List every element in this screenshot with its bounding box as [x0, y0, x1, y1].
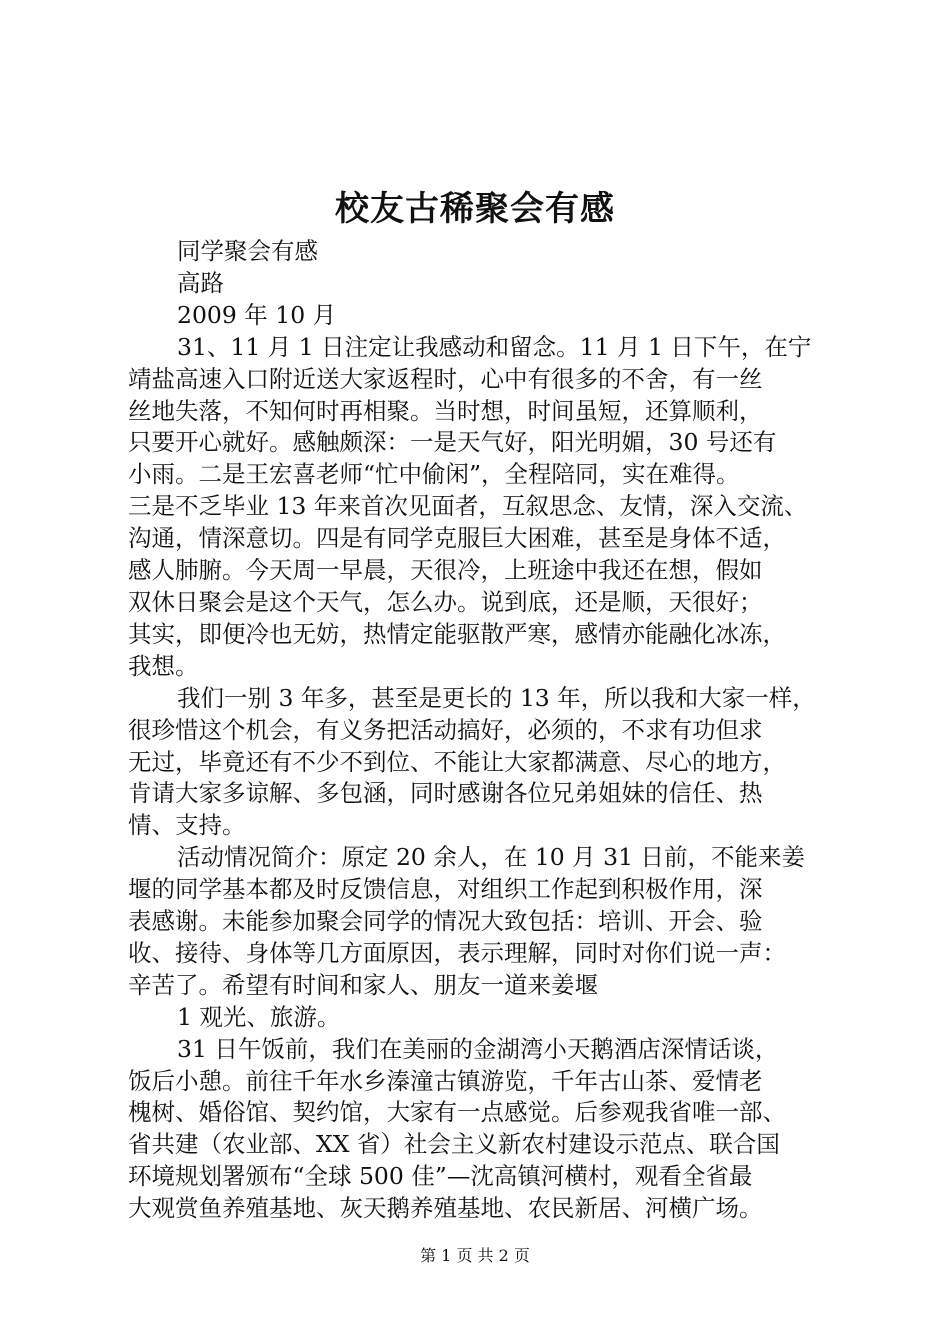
text-line: 情、支持。: [128, 811, 246, 840]
text-line: 堰的同学基本都及时反馈信息，对组织工作起到积极作用，深: [128, 875, 763, 904]
document-title: 校友古稀聚会有感: [335, 189, 615, 229]
text-line: 靖盐高速入口附近送大家返程时，心中有很多的不舍，有一丝: [128, 364, 763, 393]
paragraph-3: [128, 842, 828, 1002]
text-line: 31、11 月 1 日注定让我感动和留念。11 月 1 日下午，在宁: [177, 332, 812, 361]
text-line: 丝地失落，不知何时再相聚。当时想，时间虽短，还算顺利，: [128, 396, 763, 425]
text-line: 很珍惜这个机会，有义务把活动搞好，必须的，不求有功但求: [128, 715, 763, 744]
text-line: 收、接待、身体等几方面原因，表示理解，同时对你们说一声：: [128, 938, 786, 967]
text-line: 辛苦了。希望有时间和家人、朋友一道来姜堰: [128, 970, 598, 999]
paragraph-5: [128, 1034, 828, 1225]
paragraph-1: [128, 332, 828, 683]
paragraph-4: [128, 1002, 828, 1034]
text-line: 表感谢。未能参加聚会同学的情况大致包括：培训、开会、验: [128, 907, 763, 936]
text-line: 其实，即便冷也无妨，热情定能驱散严寒，感情亦能融化冰冻，: [128, 619, 786, 648]
text-line: 饭后小憩。前往千年水乡溱潼古镇游览，千年古山茶、爱情老: [128, 1066, 763, 1095]
document-body: [128, 236, 828, 1225]
text-line: 大观赏鱼养殖基地、灰天鹅养殖基地、农民新居、河横广场。: [128, 1194, 763, 1223]
author-line: 高路: [177, 268, 224, 297]
text-line: 槐树、婚俗馆、契约馆，大家有一点感觉。后参观我省唯一部、: [128, 1098, 786, 1127]
text-line: 只要开心就好。感触颇深：一是天气好，阳光明媚，30 号还有: [128, 428, 777, 457]
text-line: 肯请大家多谅解、多包涵，同时感谢各位兄弟姐妹的信任、热: [128, 779, 763, 808]
text-line: 三是不乏毕业 13 年来首次见面者，互叙思念、友情，深入交流、: [128, 492, 808, 521]
text-line: 环境规划署颁布“全球 500 佳”—沈高镇河横村，观看全省最: [128, 1162, 753, 1191]
text-line: 我们一别 3 年多，甚至是更长的 13 年，所以我和大家一样，: [177, 683, 816, 712]
text-line: 31 日午饭前，我们在美丽的金湖湾小天鹅酒店深情话谈，: [177, 1034, 779, 1063]
date-line: 2009 年 10 月: [177, 300, 337, 329]
text-line: 双休日聚会是这个天气，怎么办。说到底，还是顺，天很好；: [128, 587, 763, 616]
text-line: 1 观光、旅游。: [177, 1002, 341, 1031]
paragraph-2: [128, 683, 828, 843]
text-line: 小雨。二是王宏喜老师“忙中偷闲”，全程陪同，实在难得。: [128, 460, 740, 489]
text-line: 活动情况简介：原定 20 余人，在 10 月 31 日前，不能来姜: [177, 843, 806, 872]
text-line: 无过，毕竟还有不少不到位、不能让大家都满意、尽心的地方，: [128, 747, 786, 776]
text-line: 沟通，情深意切。四是有同学克服巨大困难，甚至是身体不适，: [128, 524, 786, 553]
text-line: 我想。: [128, 651, 199, 680]
header-line: 同学聚会有感: [177, 237, 318, 265]
text-line: 省共建（农业部、XX 省）社会主义新农村建设示范点、联合国: [128, 1130, 780, 1159]
page-footer: 第 1 页 共 2 页: [420, 1246, 530, 1265]
text-line: 感人肺腑。今天周一早晨，天很冷，上班途中我还在想，假如: [128, 556, 763, 585]
